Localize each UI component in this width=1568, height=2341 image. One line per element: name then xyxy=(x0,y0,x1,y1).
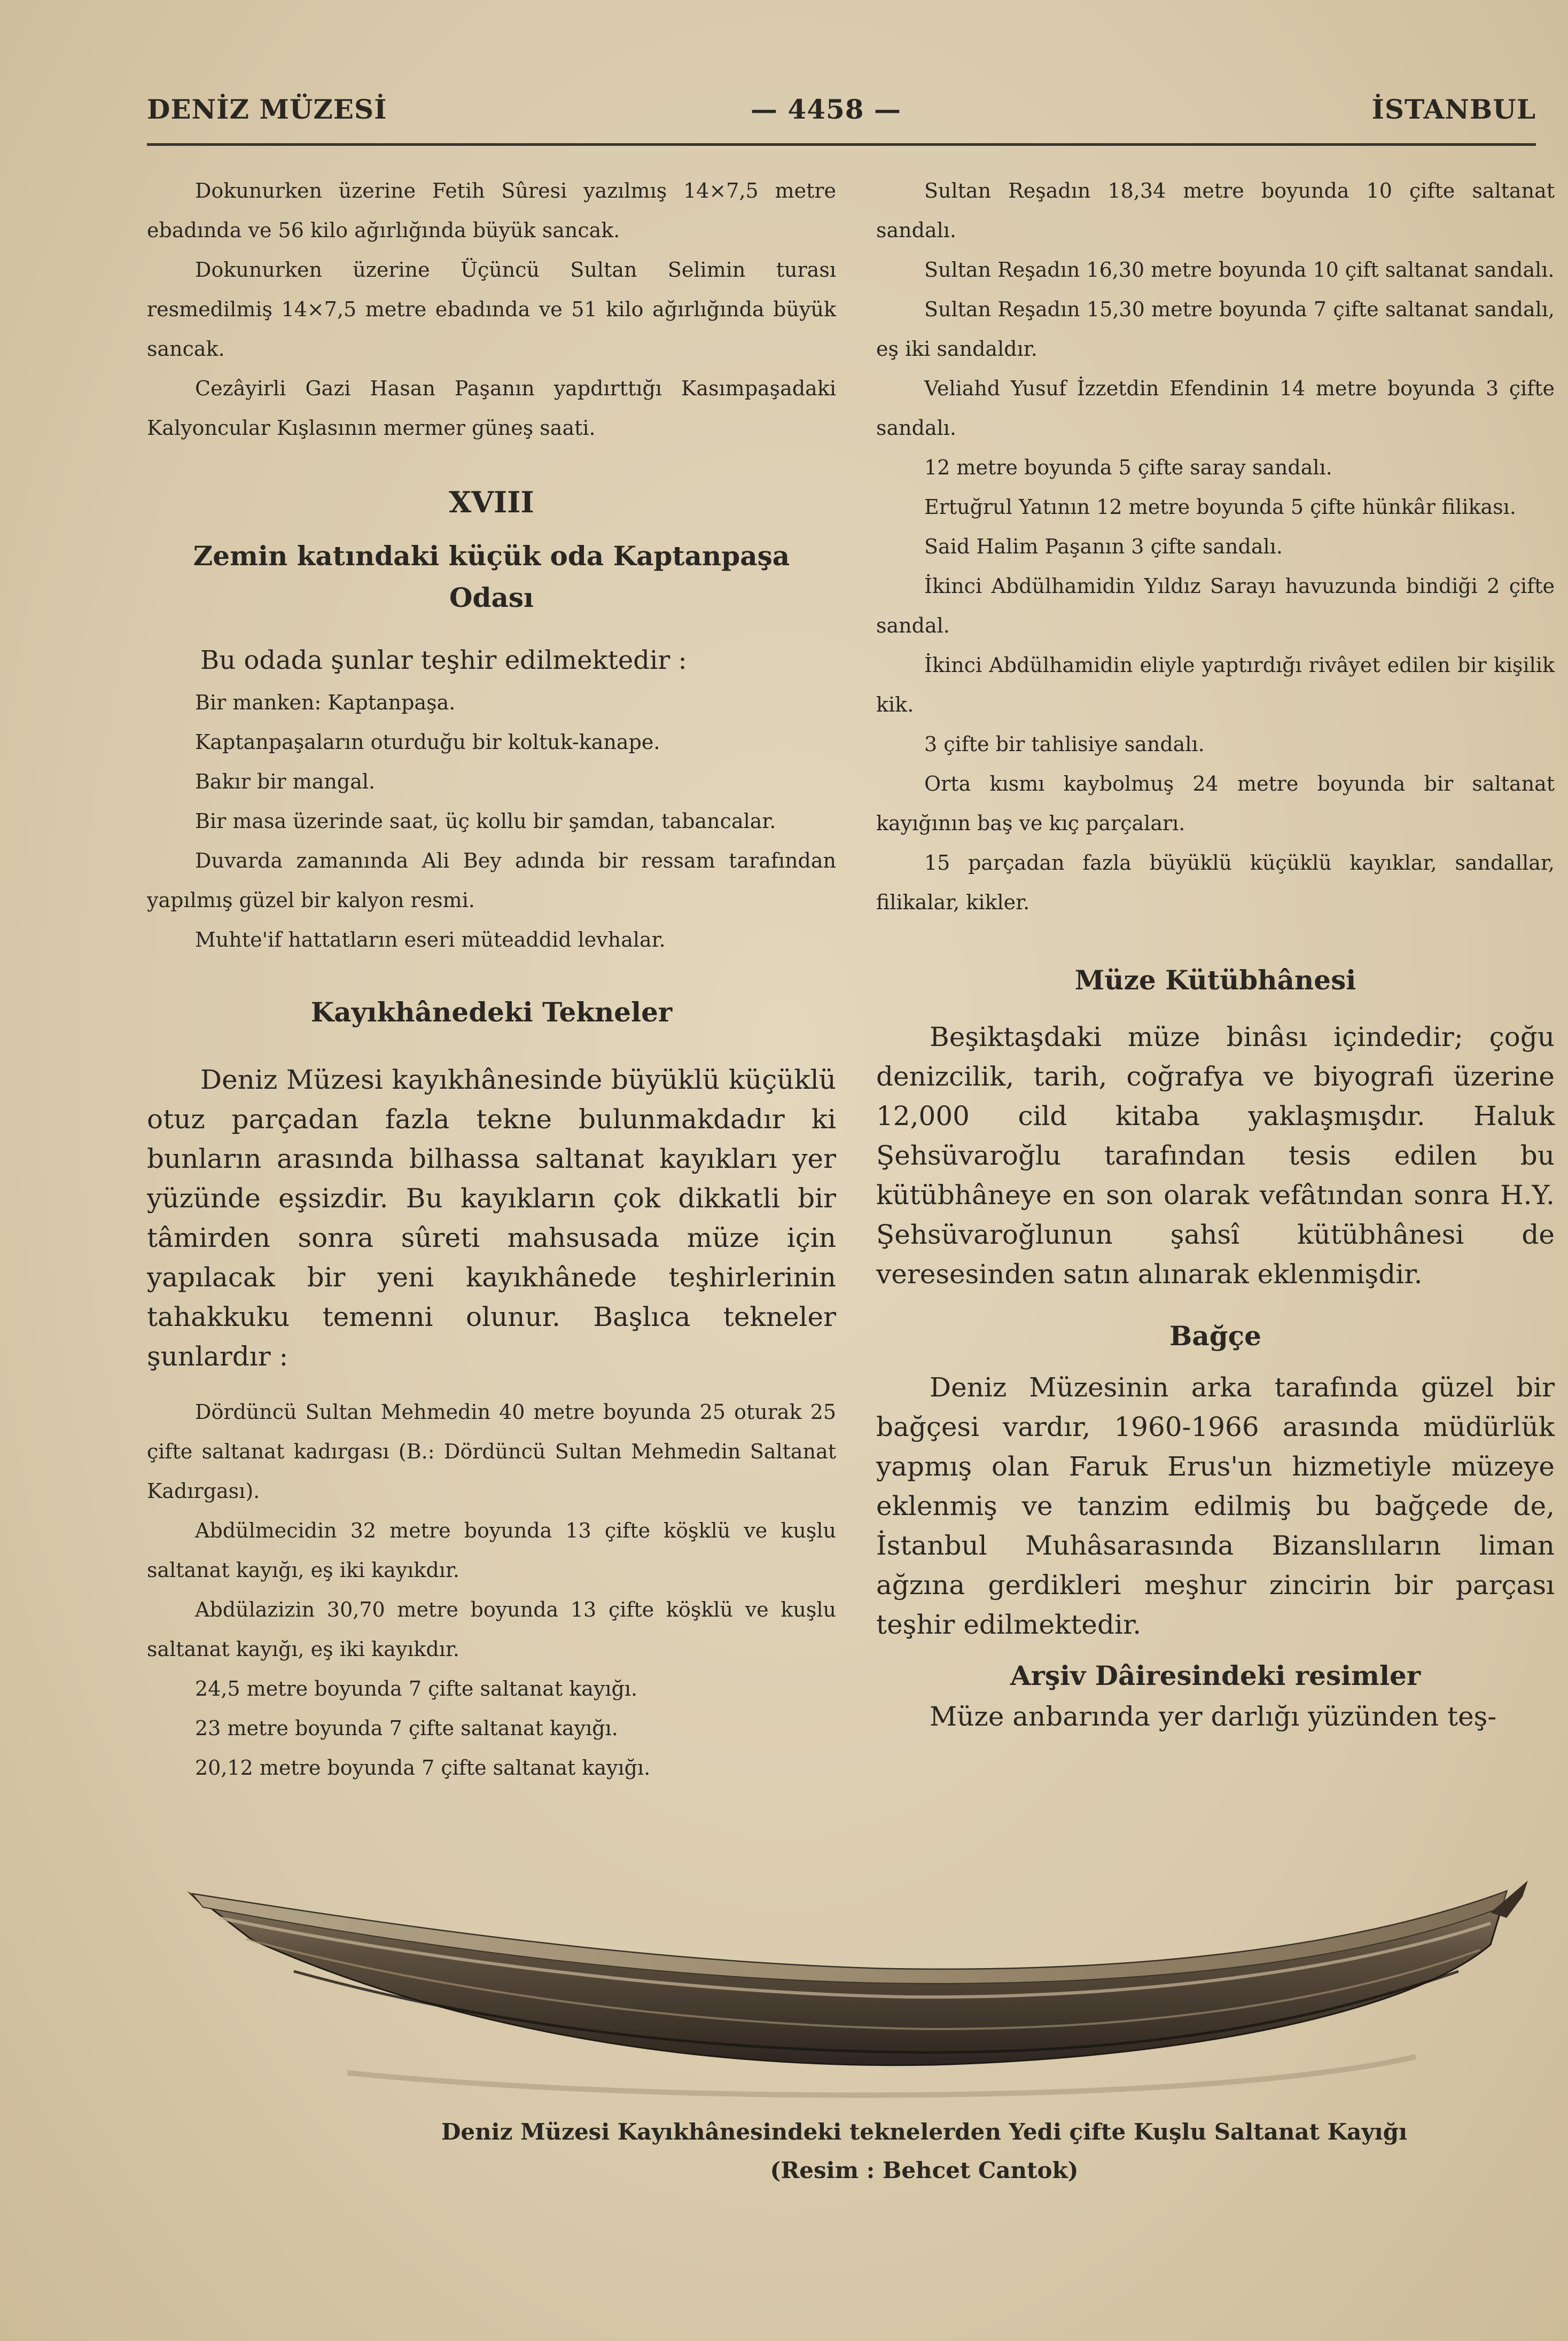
boat-item: Ertuğrul Yatının 12 metre boyunda 5 çifte hünkâr filikası. xyxy=(924,495,1516,519)
intro-paragraph: Cezâyirli Gazi Hasan Paşanın yapdırttığı Kasımpaşadaki Kalyoncular Kışlasının mermer güneş saati. xyxy=(147,377,836,440)
boat-item: İkinci Abdülhamidin Yıldız Sarayı havuzunda bindiği 2 çifte sandal. xyxy=(876,574,1555,637)
garden-paragraph: Deniz Müzesinin arka tarafında güzel bir bağçesi vardır, 1960-1966 arasında müdürlük yapmış olan Faruk Erus'un hizmetiyle müzeye eklenmiş ve tanzim edilmiş bu bağçede de, İstanbul Muhâsarasında Bizanslıların liman ağzına gerdikleri meşhur zincirin bir parçası teşhir edilmektedir. xyxy=(876,1372,1555,1640)
section-heading: Zemin katındaki küçük oda Kaptanpaşa Odası xyxy=(193,540,790,613)
boat-item: Dördüncü Sultan Mehmedin 40 metre boyunda 25 oturak 25 çifte saltanat kadırgası (B.: Dördüncü Sultan Mehmedin Saltanat Kadırgası). xyxy=(147,1400,836,1503)
saltanat-kayigi-illustration xyxy=(187,1880,1533,2110)
boat-item: İkinci Abdülhamidin eliyle yaptırdığı rivâyet edilen bir kişilik kik. xyxy=(876,653,1555,716)
boat-item: Sultan Reşadın 16,30 metre boyunda 10 çift saltanat sandalı. xyxy=(924,258,1555,282)
section-lead: Bu odada şunlar teşhir edilmektedir : xyxy=(200,645,687,675)
list-item: Bir manken: Kaptanpaşa. xyxy=(195,691,456,714)
caption-credit: (Resim : Behcet Cantok) xyxy=(770,2157,1079,2183)
list-item: Bakır bir mangal. xyxy=(195,770,376,793)
boat-item: Abdülmecidin 32 metre boyunda 13 çifte köşklü ve kuşlu saltanat kayığı, eş iki kayıkdır. xyxy=(147,1519,836,1582)
page-number: — 4458 — xyxy=(751,93,901,125)
intro-paragraph: Dokunurken üzerine Fetih Sûresi yazılmış 14×7,5 metre ebadında ve 56 kilo ağırlığında büyük sancak. xyxy=(147,179,836,242)
library-heading: Müze Kütübhânesi xyxy=(1074,964,1356,996)
boat-item: Veliahd Yusuf İzzetdin Efendinin 14 metre boyunda 3 çifte sandalı. xyxy=(876,377,1555,440)
intro-paragraph: Dokunurken üzerine Üçüncü Sultan Selimin turası resmedilmiş 14×7,5 metre ebadında ve 51 kilo ağırlığında büyük sancak. xyxy=(147,258,836,361)
archive-heading: Arşiv Dâiresindeki resimler xyxy=(1010,1660,1421,1691)
boats-heading: Kayıkhânedeki Tekneler xyxy=(310,996,673,1028)
header-rule xyxy=(147,143,1536,146)
right-column xyxy=(876,171,1555,1736)
boat-item: Sultan Reşadın 18,34 metre boyunda 10 çifte saltanat sandalı. xyxy=(876,179,1555,242)
boat-item: 3 çifte bir tahlisiye sandalı. xyxy=(924,732,1205,756)
boats-paragraph: Deniz Müzesi kayıkhânesinde büyüklü küçüklü otuz parçadan fazla tekne bulunmakdadır ki bunların arasında bilhassa saltanat kayıkları yer yüzünde eşsizdir. Bu kayıkların çok dikkatli bir tâmirden sonra sûreti mahsusada müze için yapılacak bir yeni kayıkhânede teşhirlerinin tahakkuku temenni olunur. Başlıca tekneler şunlardır : xyxy=(147,1064,836,1372)
caption-title: Deniz Müzesi Kayıkhânesindeki teknelerden Yedi çifte Kuşlu Saltanat Kayığı xyxy=(441,2119,1408,2145)
boat-item: Said Halim Paşanın 3 çifte sandalı. xyxy=(924,535,1283,558)
boat-photo xyxy=(187,1880,1533,2110)
figure-caption xyxy=(417,2113,1432,2190)
boat-item: 12 metre boyunda 5 çifte saray sandalı. xyxy=(924,456,1332,479)
archive-paragraph: Müze anbarında yer darlığı yüzünden teş- xyxy=(930,1701,1497,1732)
list-item: Muhte'if hattatların eseri müteaddid levhalar. xyxy=(195,928,666,951)
list-item: Duvarda zamanında Ali Bey adında bir ressam tarafından yapılmış güzel bir kalyon resmi. xyxy=(147,849,836,912)
header-title: DENİZ MÜZESİ xyxy=(147,93,387,125)
boat-item: 24,5 metre boyunda 7 çifte saltanat kayığı. xyxy=(195,1677,638,1700)
header-city: İSTANBUL xyxy=(1371,93,1536,125)
garden-heading: Bağçe xyxy=(1169,1320,1261,1352)
library-paragraph: Beşiktaşdaki müze binâsı içindedir; çoğu denizcilik, tarih, coğrafya ve biyografi üzerine 12,000 cild kitaba yaklaşmışdır. Haluk Şehsüvaroğlu tarafından tesis edilen bu kütübhâneye en son olarak vefâtından sonra H.Y. Şehsüvaroğlunun şahsî kütübhânesi de veresesinden satın alınarak eklenmişdir. xyxy=(876,1021,1555,1290)
boat-item: Sultan Reşadın 15,30 metre boyunda 7 çifte saltanat sandalı, eş iki sandaldır. xyxy=(876,298,1555,361)
boat-item: 15 parçadan fazla büyüklü küçüklü kayıklar, sandallar, filikalar, kikler. xyxy=(876,851,1555,914)
boat-item: Orta kısmı kaybolmuş 24 metre boyunda bir saltanat kayığının baş ve kıç parçaları. xyxy=(876,772,1555,835)
boat-item: Abdülazizin 30,70 metre boyunda 13 çifte köşklü ve kuşlu saltanat kayığı, eş iki kayıkdır. xyxy=(147,1598,836,1661)
left-column xyxy=(147,171,836,1788)
page-header xyxy=(147,93,1536,136)
list-item: Kaptanpaşaların oturduğu bir koltuk-kanape. xyxy=(195,730,660,754)
boat-item: 20,12 metre boyunda 7 çifte saltanat kayığı. xyxy=(195,1756,651,1780)
section-number: XVIII xyxy=(449,485,534,519)
list-item: Bir masa üzerinde saat, üç kollu bir şamdan, tabancalar. xyxy=(195,809,776,833)
boat-item: 23 metre boyunda 7 çifte saltanat kayığı. xyxy=(195,1716,618,1740)
